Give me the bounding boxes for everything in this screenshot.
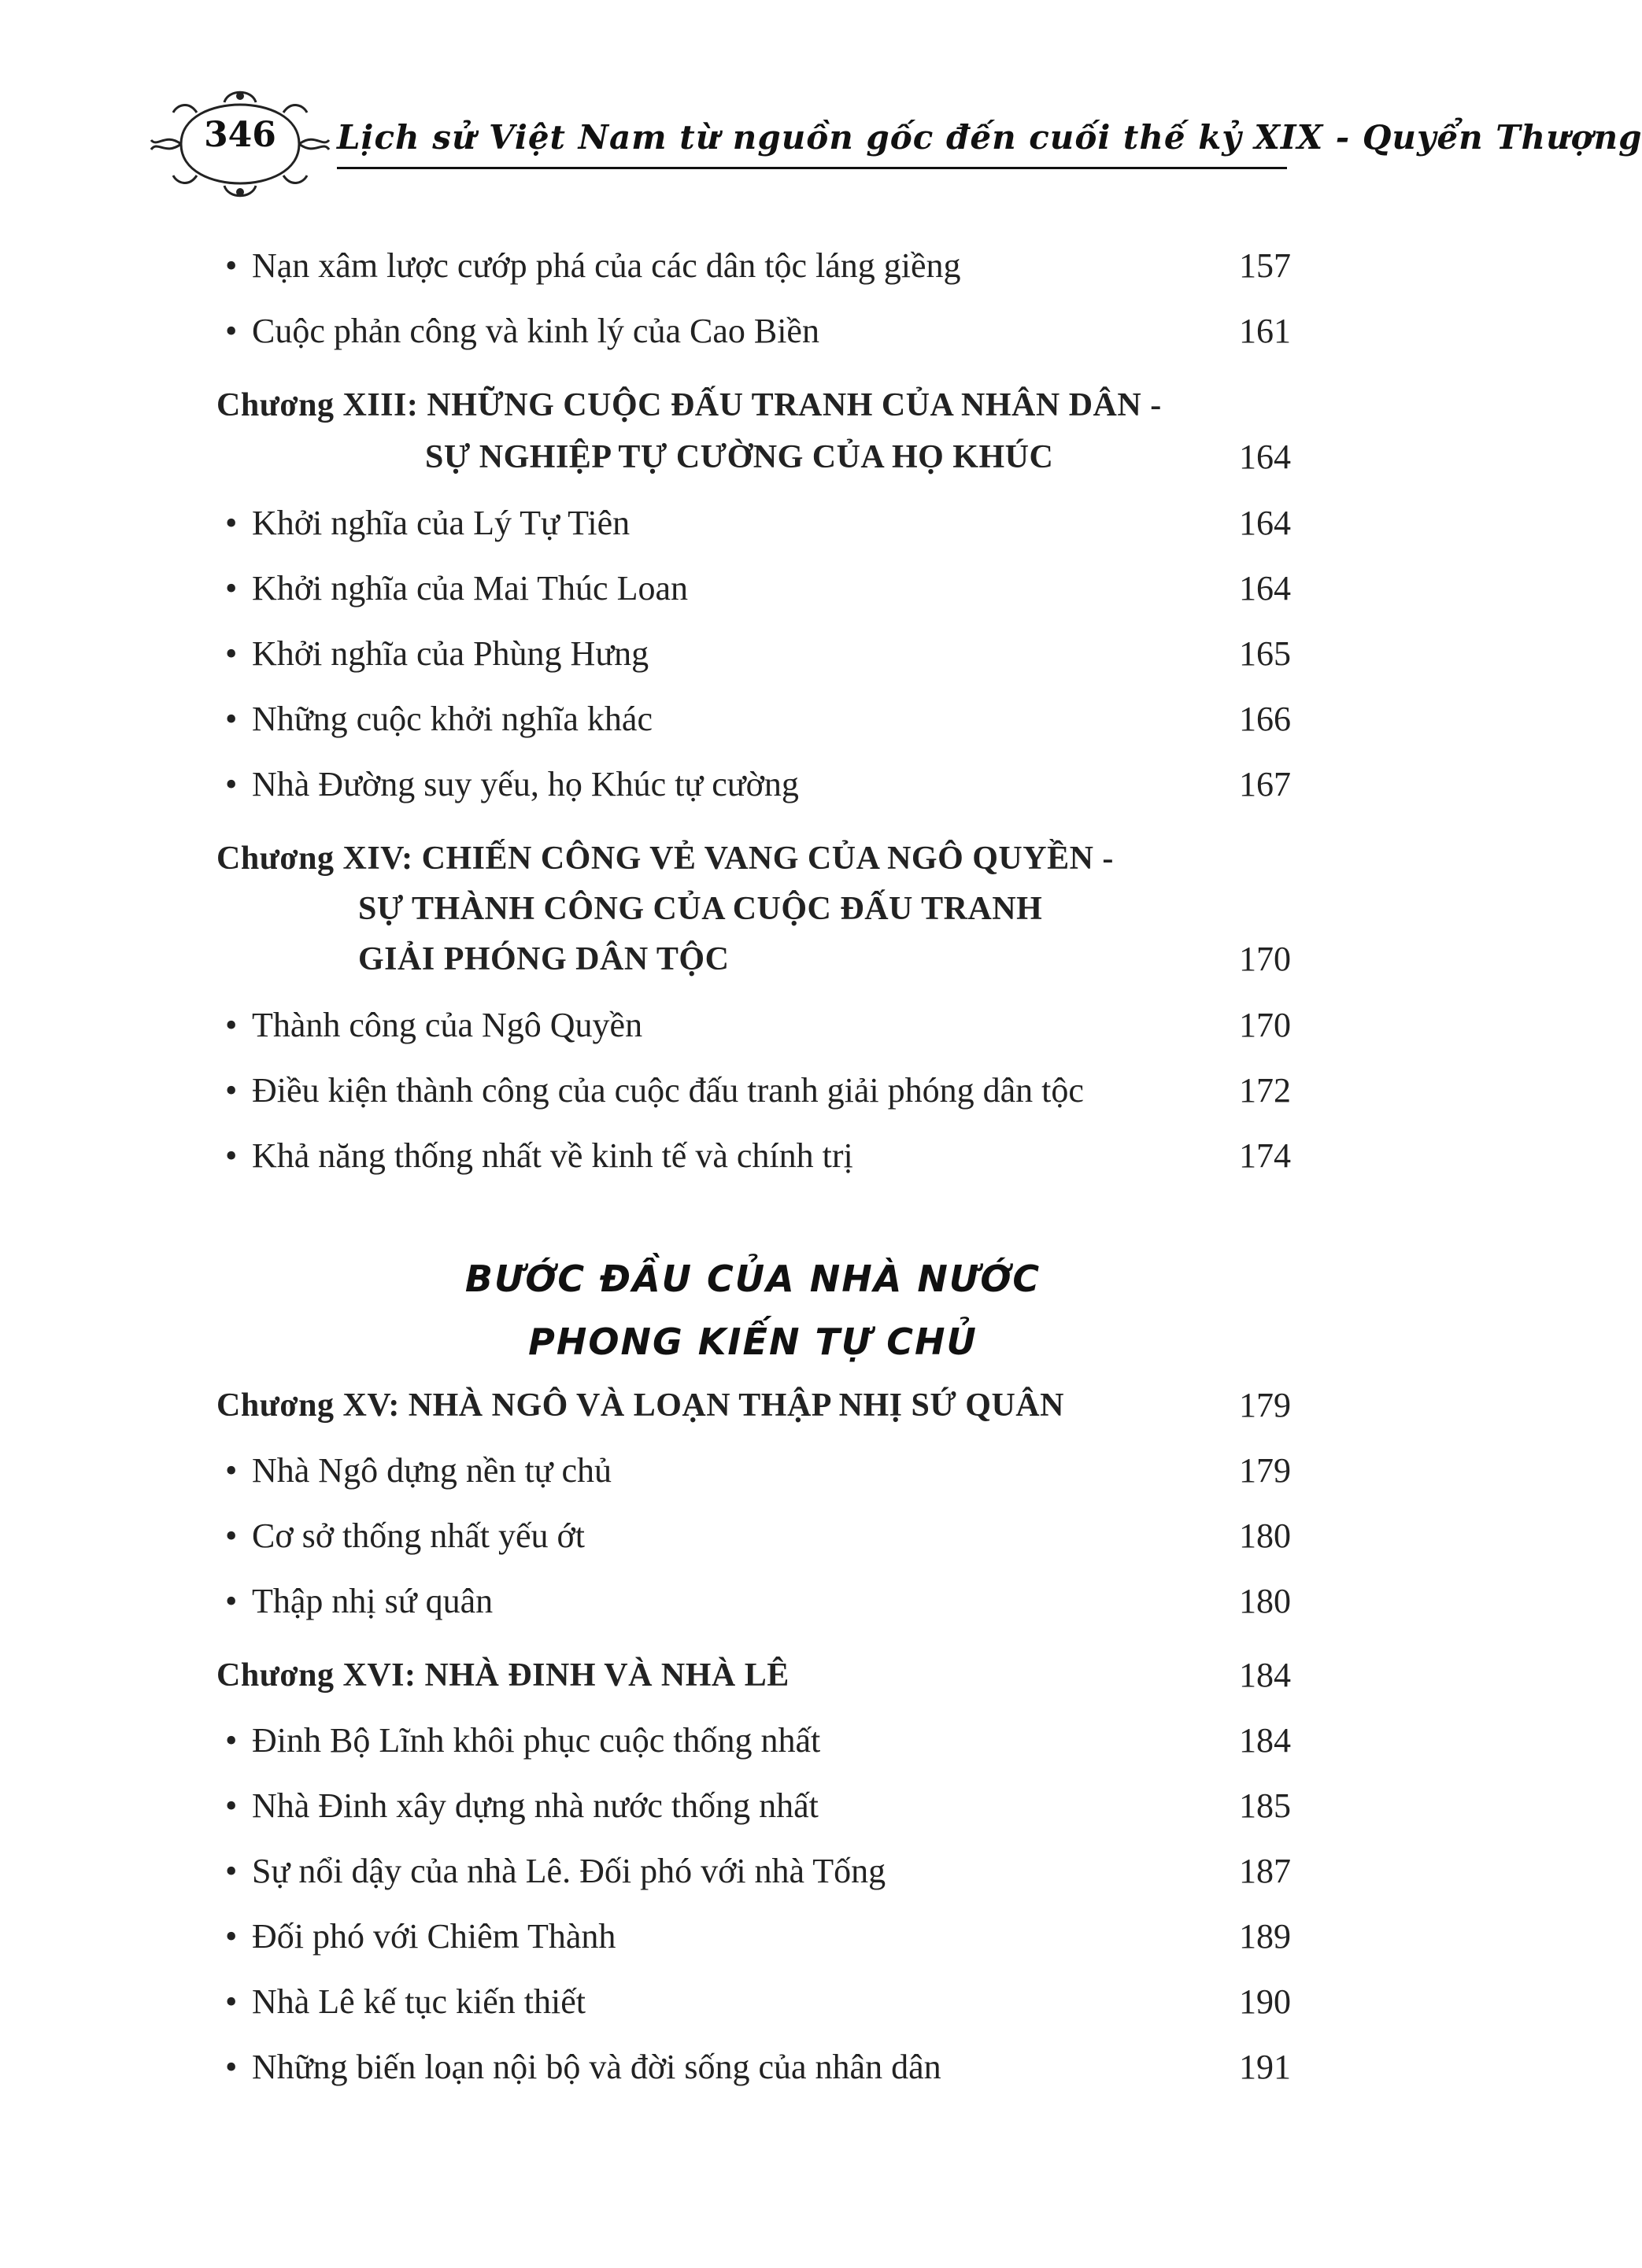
toc-item-text: Cuộc phản công và kinh lý của Cao Biền [252, 312, 819, 350]
bullet-icon: • [225, 765, 238, 803]
toc-item-text: Đinh Bộ Lĩnh khôi phục cuộc thống nhất [252, 1721, 821, 1760]
toc-item-text: Nhà Đường suy yếu, họ Khúc tự cường [252, 765, 799, 803]
bullet-icon: • [225, 504, 238, 542]
toc-item-text: Đối phó với Chiêm Thành [252, 1917, 616, 1956]
bullet-icon: • [225, 1852, 238, 1890]
toc-page-number: 161 [1239, 312, 1291, 350]
toc-page-number: 179 [1239, 1451, 1291, 1490]
bullet-icon: • [225, 1516, 238, 1555]
toc-item-text: Thập nhị sứ quân [252, 1582, 494, 1620]
toc-page-number: 180 [1239, 1516, 1291, 1555]
toc-item-text: Nhà Ngô dựng nền tự chủ [252, 1451, 612, 1490]
toc-item-text: Thành công của Ngô Quyền [252, 1006, 643, 1044]
toc-item-text: Nhà Đinh xây dựng nhà nước thống nhất [252, 1786, 819, 1825]
toc-item-text: Khởi nghĩa của Mai Thúc Loan [252, 569, 688, 608]
toc-page-number: 164 [1239, 438, 1291, 476]
toc-item-text: Khởi nghĩa của Lý Tự Tiên [252, 504, 631, 542]
toc-page-number: 172 [1239, 1071, 1291, 1110]
bullet-icon: • [225, 1006, 238, 1044]
toc-item-text: Khả năng thống nhất về kinh tế và chính trị [252, 1136, 853, 1175]
bullet-icon: • [225, 2048, 238, 2086]
toc-page-number: 190 [1239, 1982, 1291, 2021]
chapter-14-title-line2: SỰ THÀNH CÔNG CỦA CUỘC ĐẤU TRANH [358, 891, 1043, 927]
toc-page-number: 164 [1239, 569, 1291, 608]
toc-item-text: Điều kiện thành công của cuộc đấu tranh giải phóng dân tộc [252, 1071, 1084, 1110]
toc-page-number: 180 [1239, 1582, 1291, 1620]
toc-page-number: 179 [1239, 1386, 1291, 1424]
toc-page-number: 170 [1239, 940, 1291, 978]
toc-page-number: 174 [1239, 1136, 1291, 1175]
bullet-icon: • [225, 1451, 238, 1490]
section-title-line2: PHONG KIẾN TỰ CHỦ [528, 1321, 978, 1363]
bullet-icon: • [225, 1721, 238, 1760]
bullet-icon: • [225, 634, 238, 673]
bullet-icon: • [225, 1917, 238, 1956]
bullet-icon: • [225, 1982, 238, 2021]
bullet-icon: • [225, 312, 238, 350]
running-title: Lịch sử Việt Nam từ nguồn gốc đến cuối thế kỷ XIX - Quyển Thượng [337, 118, 1642, 157]
toc-page-number: 189 [1239, 1917, 1291, 1956]
toc-item-text: Nhà Lê kế tục kiến thiết [252, 1982, 586, 2021]
bullet-icon: • [225, 569, 238, 608]
toc-item-text: Những cuộc khởi nghĩa khác [252, 700, 653, 738]
bullet-icon: • [225, 700, 238, 738]
toc-item-text: Khởi nghĩa của Phùng Hưng [252, 634, 649, 673]
toc-page-number: 167 [1239, 765, 1291, 803]
toc-item-text: Cơ sở thống nhất yếu ớt [252, 1516, 586, 1555]
bullet-icon: • [225, 1582, 238, 1620]
bullet-icon: • [225, 1071, 238, 1110]
toc-page-number: 170 [1239, 1006, 1291, 1044]
toc-page-number: 187 [1239, 1852, 1291, 1890]
bullet-icon: • [225, 246, 238, 285]
chapter-14-title-line3: GIẢI PHÓNG DÂN TỘC [358, 941, 730, 977]
page-header [150, 85, 1642, 203]
toc-page-number: 166 [1239, 700, 1291, 738]
toc-page-number: 164 [1239, 504, 1291, 542]
chapter-13-title-line2: SỰ NGHIỆP TỰ CƯỜNG CỦA HỌ KHÚC [425, 439, 1054, 475]
page-number: 346 [204, 115, 276, 155]
toc-page-number: 184 [1239, 1656, 1291, 1694]
section-title-line1: BƯỚC ĐẦU CỦA NHÀ NƯỚC [464, 1258, 1041, 1300]
chapter-13-title-line1: Chương XIII: NHỮNG CUỘC ĐẤU TRANH CỦA NHÂN DÂN - [216, 387, 1162, 423]
chapter-15-title: Chương XV: NHÀ NGÔ VÀ LOẠN THẬP NHỊ SỨ QUÂN [216, 1387, 1064, 1424]
toc-item-text: Những biến loạn nội bộ và đời sống của nhân dân [252, 2048, 941, 2086]
toc-page-number: 165 [1239, 634, 1291, 673]
toc-item-text: Sự nổi dậy của nhà Lê. Đối phó với nhà Tống [252, 1852, 886, 1890]
toc-page-number: 157 [1239, 246, 1291, 285]
toc-page-number: 185 [1239, 1786, 1291, 1825]
toc-page-number: 184 [1239, 1721, 1291, 1760]
toc-page-number: 191 [1239, 2048, 1291, 2086]
toc-item-text: Nạn xâm lược cướp phá của các dân tộc láng giềng [252, 246, 961, 285]
bullet-icon: • [225, 1786, 238, 1825]
chapter-16-title: Chương XVI: NHÀ ĐINH VÀ NHÀ LÊ [216, 1657, 790, 1694]
bullet-icon: • [225, 1136, 238, 1175]
header-rule [337, 167, 1287, 169]
chapter-14-title-line1: Chương XIV: CHIẾN CÔNG VẺ VANG CỦA NGÔ QUYỀN - [216, 840, 1114, 877]
